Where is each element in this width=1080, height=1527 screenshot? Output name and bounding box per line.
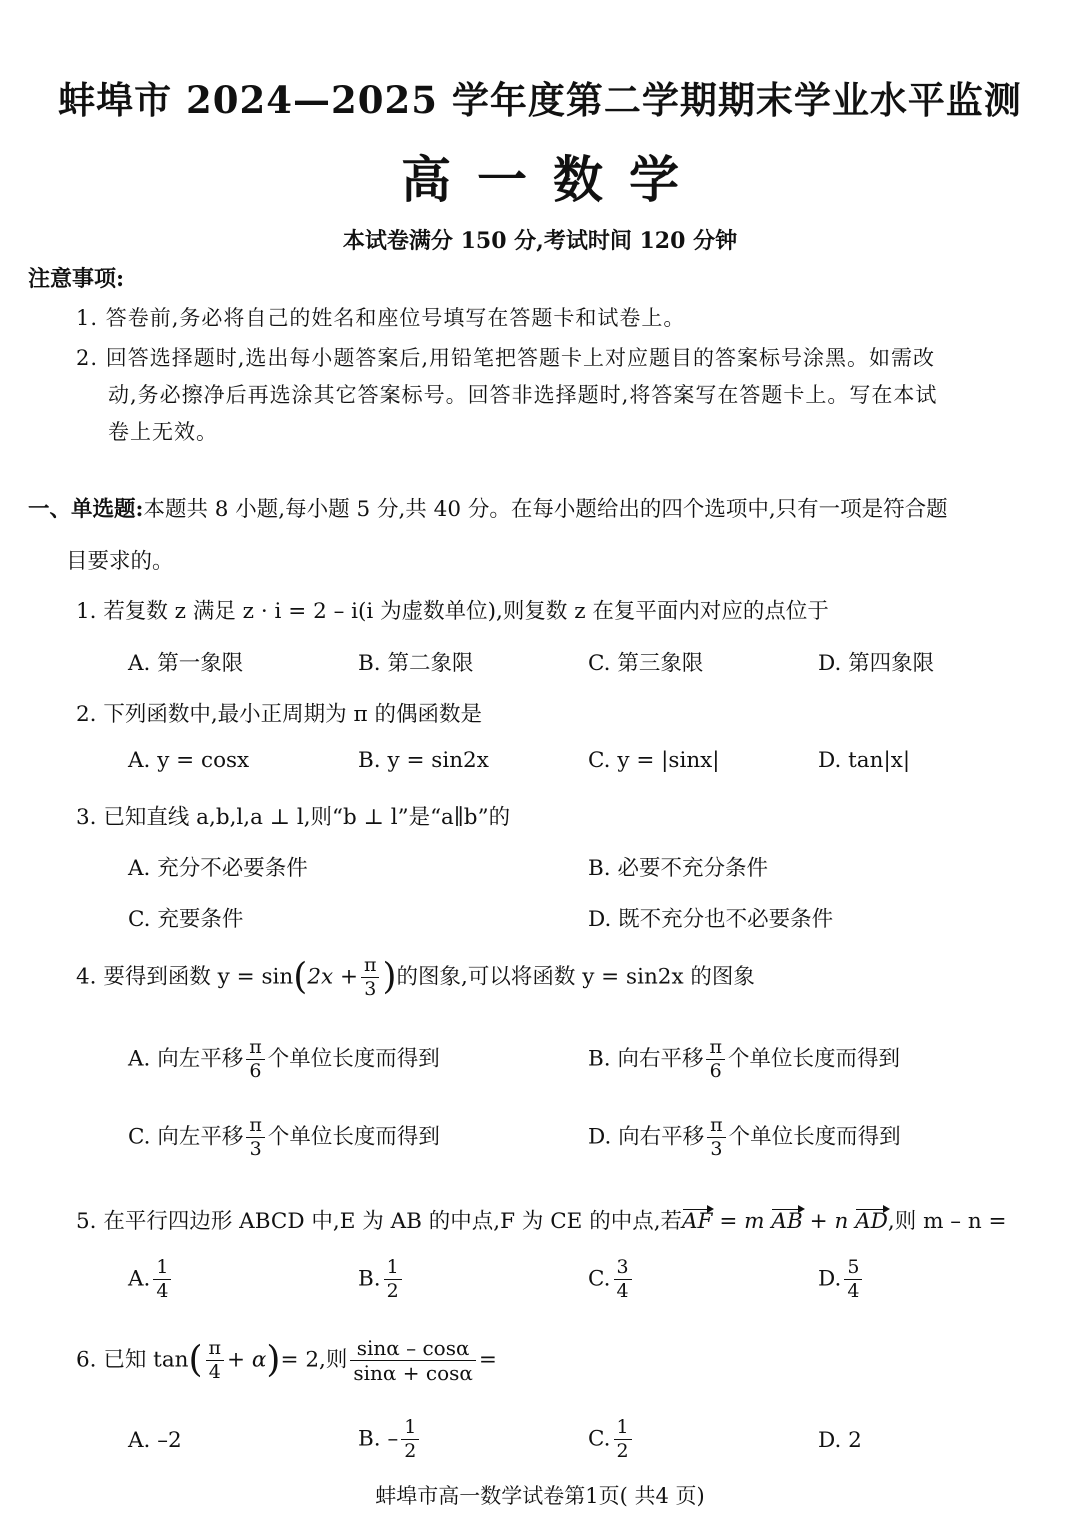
question-5-option-a: A. $\frac{1}{4}$: [128, 1258, 174, 1301]
exam-title: 蚌埠市 2024—2025 学年度第二学期期末学业水平监测: [58, 78, 1022, 122]
notice-item-2-line-3: 卷上无效。: [108, 420, 218, 444]
page-footer: 蚌埠市高一数学试卷第1页( 共4 页): [375, 1484, 705, 1508]
exam-info: 本试卷满分 150 分,考试时间 120 分钟: [342, 228, 738, 254]
notice-item-1: 1. 答卷前,务必将自己的姓名和座位号填写在答题卡和试卷上。: [76, 306, 686, 330]
question-4-option-d: D. 向右平移 $\frac{\pi}{3}$ 个单位长度而得到: [588, 1114, 901, 1160]
question-6-option-a: A. –2: [128, 1428, 182, 1453]
subject-title: 高一数学: [401, 150, 705, 209]
question-3-option-b: B. 必要不充分条件: [588, 856, 768, 881]
question-5-option-c: C. $\frac{3}{4}$: [588, 1258, 635, 1301]
question-3-option-c: C. 充要条件: [128, 907, 244, 932]
question-2-option-a: A. y = cosx: [128, 748, 250, 773]
question-5-stem: 5. 在平行四边形 ABCD 中,E 为 AB 的中点,F 为 CE 的中点,若AF = m AB + n AD,则 m – n =: [76, 1209, 1007, 1234]
question-4-stem: 4. 要得到函数 y = sin(2x + $\frac{\pi}{3}$ )的图象,可以将函数 y = sin2x 的图象: [76, 954, 755, 1000]
question-1-option-b: B. 第二象限: [358, 651, 474, 676]
vector-af: AF: [682, 1209, 713, 1234]
notice-item-2-line-1: 2. 回答选择题时,选出每小题答案后,用铅笔把答题卡上对应题目的答案标号涂黑。如需改: [76, 346, 936, 370]
section-desc-2: 目要求的。: [66, 549, 174, 574]
question-6-option-d: D. 2: [818, 1428, 862, 1453]
question-6-option-c: C. $\frac{1}{2}$: [588, 1418, 635, 1461]
notice-title: 注意事项:: [28, 266, 125, 292]
question-1-option-c: C. 第三象限: [588, 651, 704, 676]
question-3-option-a: A. 充分不必要条件: [128, 856, 308, 881]
question-2-option-b: B. y = sin2x: [358, 748, 489, 773]
question-4-option-c: C. 向左平移 $\frac{\pi}{3}$ 个单位长度而得到: [128, 1114, 440, 1160]
question-4-option-b: B. 向右平移 $\frac{\pi}{6}$ 个单位长度而得到: [588, 1036, 900, 1082]
question-2-option-c: C. y = |sinx|: [588, 748, 720, 773]
question-1-option-a: A. 第一象限: [128, 651, 244, 676]
question-6-stem: 6. 已知 tan( $\frac{\pi}{4}$ + α)= 2,则 $\frac{\sin\alpha - \cos\alpha}{\sin\alpha + \cos\alpha}$ =: [76, 1336, 497, 1385]
question-5-option-b: B. $\frac{1}{2}$: [358, 1258, 405, 1301]
question-3-option-d: D. 既不充分也不必要条件: [588, 907, 834, 932]
notice-item-2-line-2: 动,务必擦净后再选涂其它答案标号。回答非选择题时,将答案写在答题卡上。写在本试: [108, 383, 938, 407]
fraction-sin-cos: $\frac{\sin\alpha - \cos\alpha}{\sin\alpha + \cos\alpha}$: [350, 1338, 476, 1383]
fraction-pi-over-3: $\frac{\pi}{3}$: [361, 956, 380, 999]
question-2-option-d: D. tan|x|: [818, 748, 911, 773]
question-2-stem: 2. 下列函数中,最小正周期为 π 的偶函数是: [76, 702, 482, 727]
section-label: 一、单选题:: [28, 497, 144, 522]
question-4-option-a: A. 向左平移 $\frac{\pi}{6}$ 个单位长度而得到: [128, 1036, 440, 1082]
question-3-stem: 3. 已知直线 a,b,l,a ⊥ l,则“b ⊥ l”是“a∥b”的: [76, 805, 511, 830]
question-6-option-b: B. – $\frac{1}{2}$: [358, 1418, 422, 1461]
section-heading: [28, 492, 948, 523]
vector-ab: AB: [771, 1209, 803, 1234]
question-1-stem: 1. 若复数 z 满足 z · i = 2 – i(i 为虚数单位),则复数 z 在复平面内对应的点位于: [76, 599, 829, 624]
question-5-option-d: D. $\frac{5}{4}$: [818, 1258, 865, 1301]
question-1-option-d: D. 第四象限: [818, 651, 935, 676]
section-desc-1: 本题共 8 小题,每小题 5 分,共 40 分。在每小题给出的四个选项中,只有一项是符合题: [143, 497, 948, 522]
vector-ad: AD: [855, 1209, 888, 1234]
